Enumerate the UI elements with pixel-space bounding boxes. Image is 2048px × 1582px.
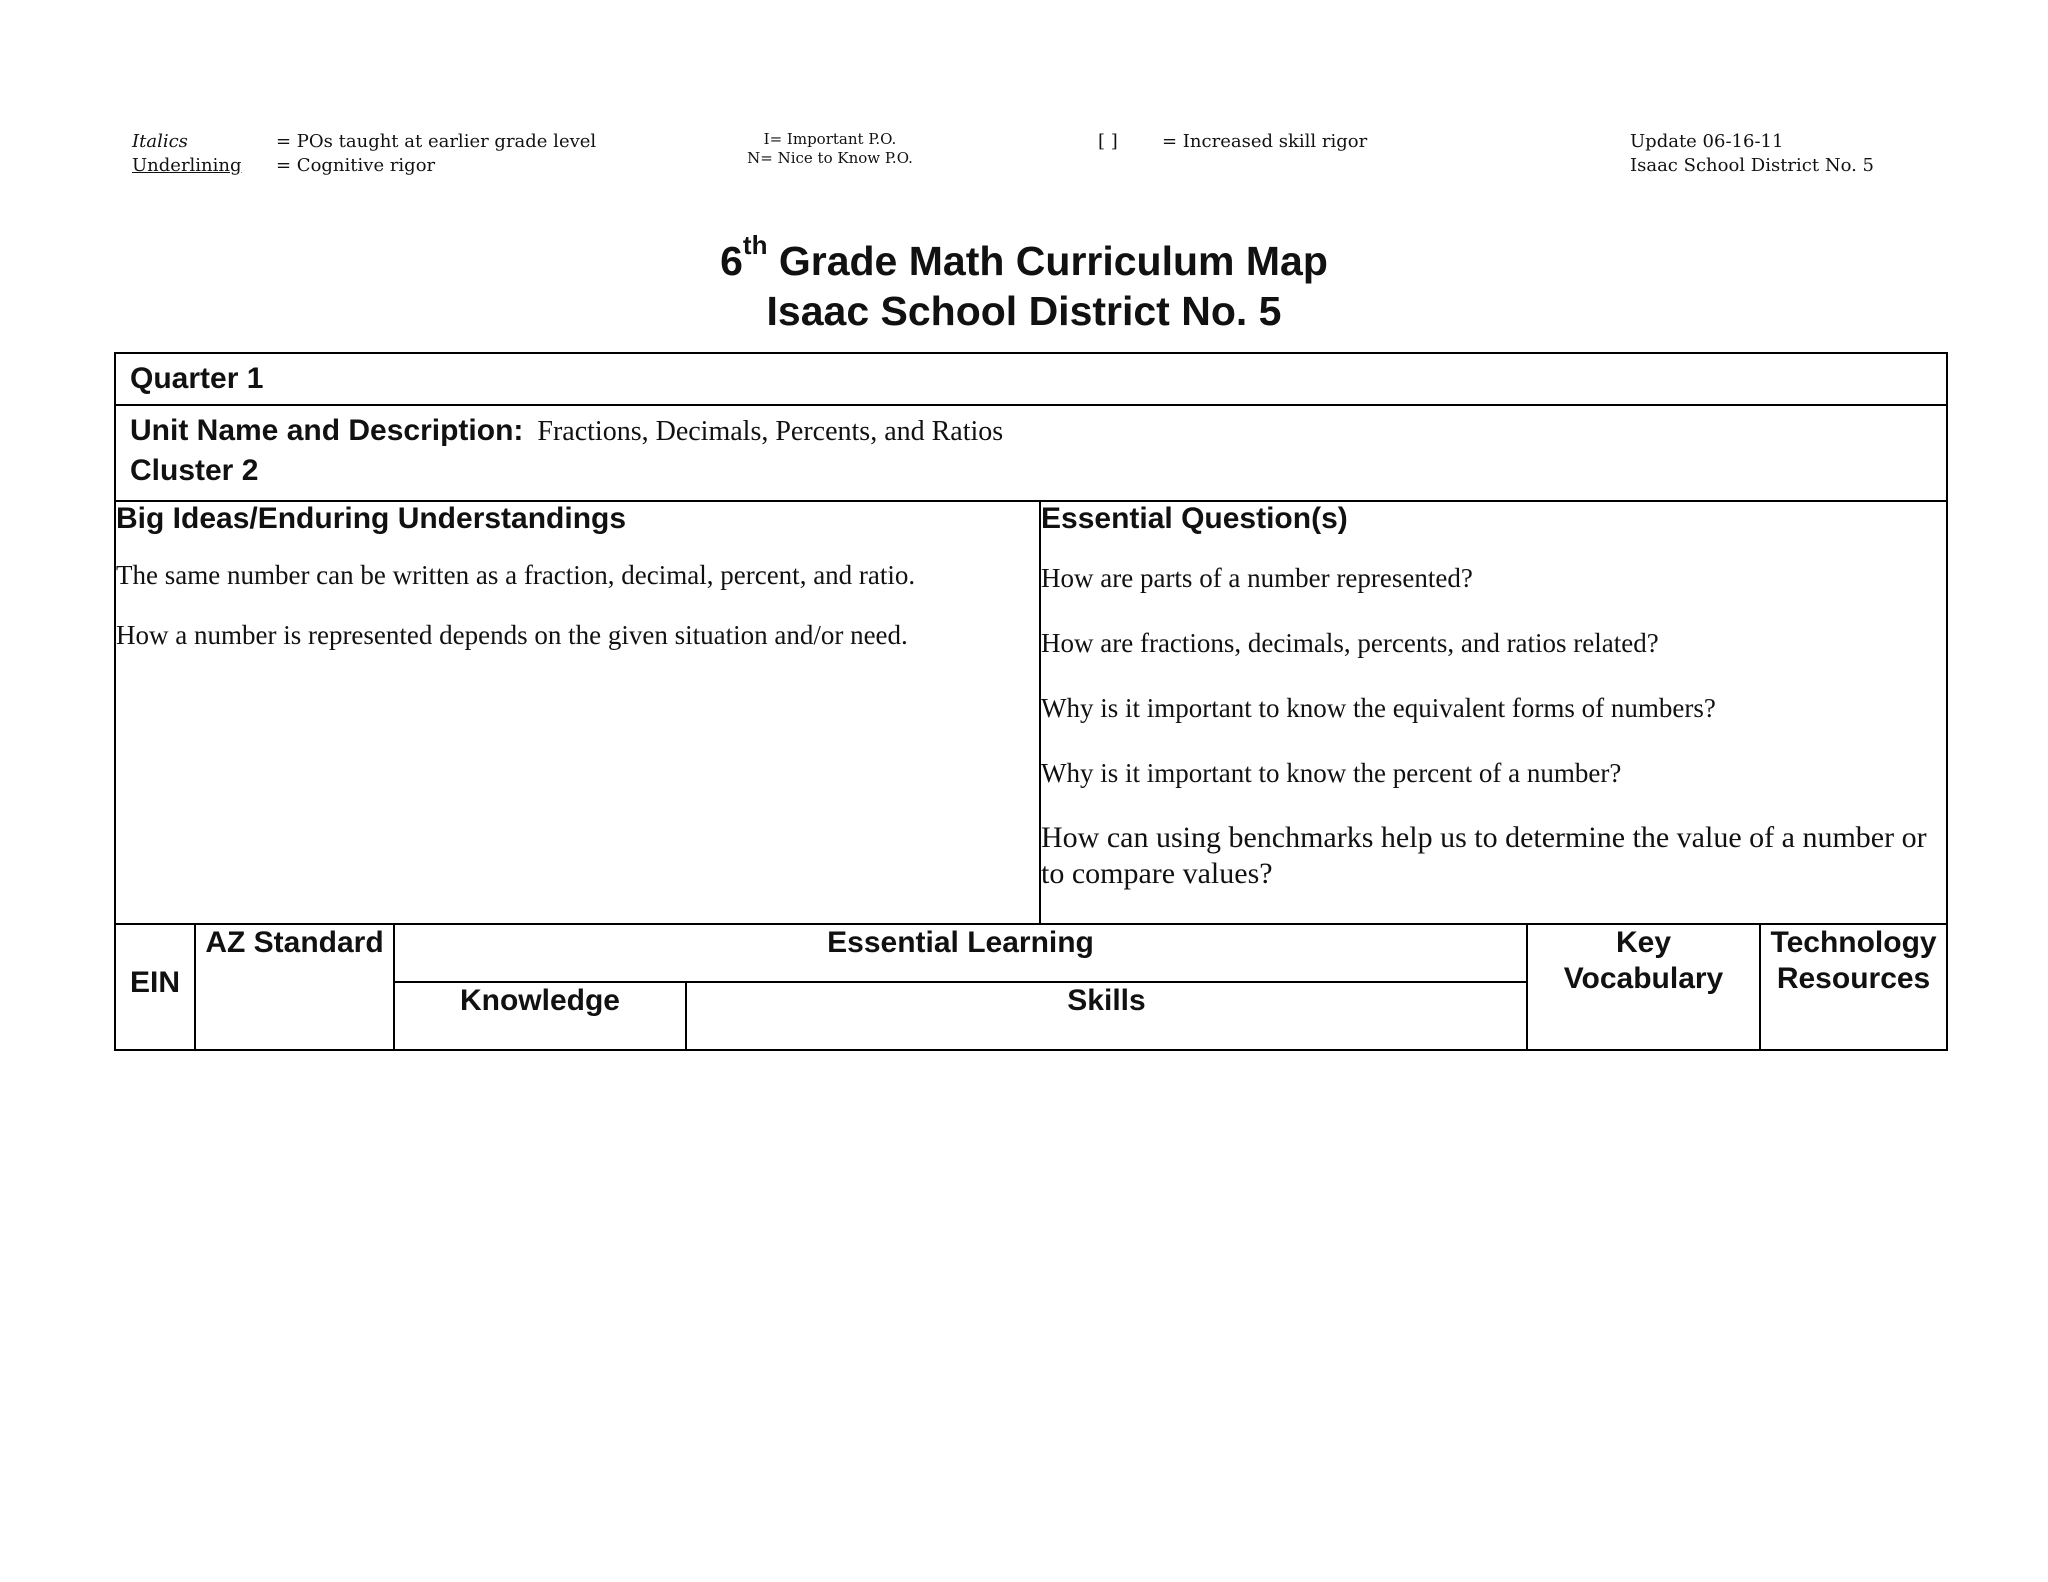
legend-italics-term: Italics: [132, 131, 188, 152]
quarter-cell: [115, 353, 1947, 405]
unit-line: [116, 406, 1946, 448]
quarter-row: [115, 353, 1947, 405]
essential-questions-header: Essential Question(s): [1041, 502, 1348, 535]
tech-line1: Technology: [1770, 926, 1937, 959]
unit-value: Fractions, Decimals, Percents, and Ratios: [537, 416, 1004, 447]
page-subtitle: Isaac School District No. 5: [766, 288, 1282, 334]
legend-nice: N= Nice to Know P.O.: [747, 149, 913, 167]
legend-italics-def: = POs taught at earlier grade level: [276, 131, 597, 152]
unit-cell: [115, 405, 1947, 501]
grade-number: 6: [720, 238, 743, 284]
update-date: Update 06-16-11: [1630, 131, 1784, 152]
legend-underlining-def: = Cognitive rigor: [276, 155, 436, 176]
legend-important: I= Important P.O.: [763, 130, 897, 148]
key-vocab-line2: Vocabulary: [1563, 962, 1724, 995]
legend-bracket-def: = Increased skill rigor: [1162, 131, 1368, 152]
question-item: Why is it important to know the equivalent forms of numbers?: [1041, 693, 1716, 723]
col-ein: EIN: [115, 924, 195, 1050]
legend-underlining-term: Underlining: [132, 155, 242, 176]
question-item: How can using benchmarks help us to determine the value of a number or to compare values?: [1041, 821, 1927, 890]
col-key-vocabulary: [1527, 924, 1760, 1050]
key-vocab-line1: Key: [1615, 926, 1672, 959]
district-name: Isaac School District No. 5: [1630, 155, 1874, 176]
legend-update-block: [1630, 130, 1874, 178]
cluster-label: Cluster 2: [130, 454, 259, 487]
legend-bracket-symbol: [ ]: [1098, 131, 1118, 152]
column-header-row: [115, 924, 1947, 982]
legend-terms: [132, 130, 242, 178]
col-az-standard: AZ Standard: [195, 924, 394, 1050]
question-item: How are parts of a number represented?: [1041, 563, 1473, 593]
question-item: Why is it important to know the percent of a number?: [1041, 758, 1622, 788]
big-idea-item: The same number can be written as a fraction, decimal, percent, and ratio.: [116, 560, 916, 590]
essential-questions-cell: [1040, 501, 1947, 924]
quarter-label: Quarter 1: [130, 362, 264, 395]
page-title: [0, 230, 2048, 286]
col-essential-learning: Essential Learning: [394, 924, 1527, 982]
col-technology-resources: [1760, 924, 1947, 1050]
col-knowledge: Knowledge: [394, 982, 686, 1050]
grade-suffix: th: [742, 230, 768, 260]
big-ideas-row: [115, 501, 1947, 924]
big-ideas-header: Big Ideas/Enduring Understandings: [116, 502, 627, 535]
big-idea-item: How a number is represented depends on the given situation and/or need.: [116, 620, 908, 650]
tech-line2: Resources: [1776, 962, 1931, 995]
title-rest: Grade Math Curriculum Map: [767, 238, 1328, 284]
unit-label: Unit Name and Description:: [130, 414, 524, 447]
legend-definitions: [276, 130, 596, 178]
unit-row: [115, 405, 1947, 501]
question-item: How are fractions, decimals, percents, and ratios related?: [1041, 628, 1659, 658]
curriculum-map-table: [114, 352, 1948, 1051]
col-skills: Skills: [686, 982, 1527, 1050]
big-ideas-cell: [115, 501, 1040, 924]
legend-importance: [744, 130, 916, 168]
